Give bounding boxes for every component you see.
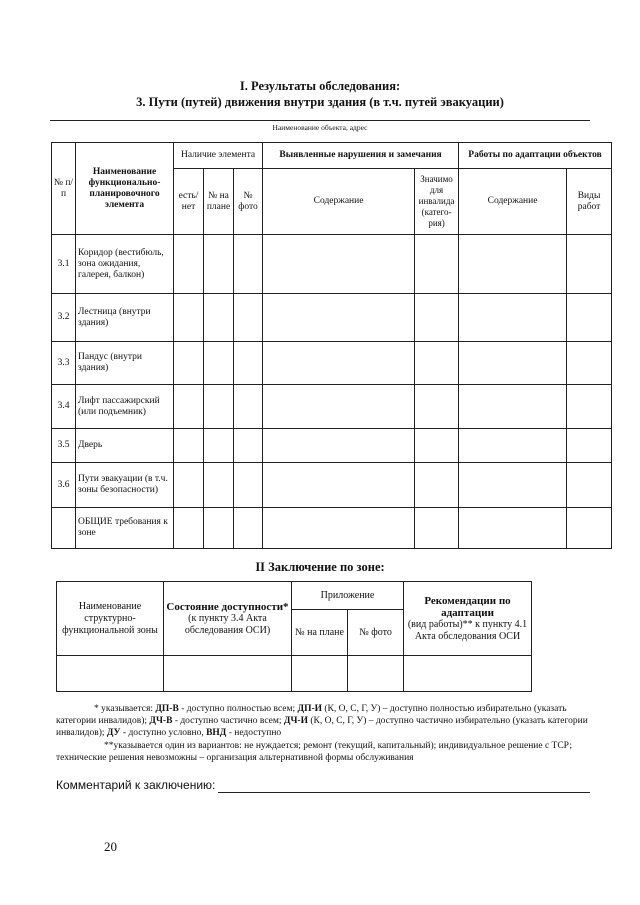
conclusion-header-plan-no: № на плане	[292, 610, 348, 656]
cell	[263, 429, 415, 463]
header-presence: Наличие элемента	[174, 143, 263, 169]
footnote-text: - доступно полностью всем;	[178, 704, 298, 714]
table-row	[52, 342, 612, 385]
cell	[567, 342, 612, 385]
conclusion-header-photo-no: № фото	[348, 610, 404, 656]
page-subtitle: 3. Пути (путей) движения внутри здания (в т.ч. путей эвакуации)	[136, 95, 504, 109]
table-row	[57, 656, 532, 692]
conclusion-title: II Заключение по зоне:	[255, 560, 385, 574]
cell	[567, 385, 612, 429]
header-plan-no: № на плане	[204, 169, 234, 235]
cell	[234, 294, 263, 342]
row-num: 3.1	[52, 235, 76, 294]
cell	[164, 656, 292, 692]
cell	[567, 463, 612, 508]
row-element-name: Лифт пассажирский (или подъемник)	[76, 385, 174, 429]
cell	[234, 235, 263, 294]
cell	[263, 508, 415, 549]
cell	[567, 235, 612, 294]
cell	[263, 463, 415, 508]
cell	[234, 385, 263, 429]
survey-table	[51, 142, 612, 549]
cell	[459, 294, 567, 342]
cell	[174, 342, 204, 385]
page-number: 20	[104, 839, 117, 854]
conclusion-header-zone: Наименование структурно-функциональной зоны	[57, 582, 164, 656]
cell	[204, 385, 234, 429]
cell	[263, 235, 415, 294]
header-violations: Выявленные нарушения и замечания	[263, 143, 459, 169]
comment-label: Комментарий к заключению:	[56, 778, 216, 792]
conclusion-header-recommendations	[404, 582, 532, 656]
state-subtitle: (к пункту 3.4 Акта обследования ОСИ)	[184, 612, 271, 636]
footnote-text: (К, О, С, Г, У) – доступно полностью избирательно (указать категории инвалидов);	[56, 704, 567, 726]
cell	[174, 385, 204, 429]
cell	[204, 294, 234, 342]
cell	[204, 429, 234, 463]
cell	[174, 508, 204, 549]
cell	[234, 508, 263, 549]
conclusion-table	[56, 581, 532, 692]
cell	[567, 429, 612, 463]
header-element-name: Наименование функционально-планировочного элемента	[76, 143, 174, 235]
row-element-name: Пути эвакуации (в т.ч. зоны безопасности)	[76, 463, 174, 508]
code-vnd: ВНД	[206, 728, 227, 738]
state-title: Состояние доступности*	[166, 600, 289, 613]
cell	[292, 656, 348, 692]
footnote-text: (К, О, С, Г, У) – доступно частично избирательно (указать категории инвалидов);	[56, 716, 588, 738]
code-dp-i: ДП-И	[297, 704, 323, 714]
table-row	[52, 508, 612, 549]
header-violation-content: Содержание	[263, 169, 415, 235]
code-du: ДУ	[106, 728, 121, 738]
row-num: 3.5	[52, 429, 76, 463]
code-dp-v: ДП-В	[155, 704, 179, 714]
header-works: Работы по адаптации объектов	[459, 143, 612, 169]
conclusion-header-state	[164, 582, 292, 656]
cell	[415, 429, 459, 463]
cell	[204, 235, 234, 294]
code-dch-v: ДЧ-В	[149, 716, 173, 726]
cell	[459, 429, 567, 463]
header-num: № п/п	[52, 143, 76, 235]
cell	[415, 235, 459, 294]
table-row	[52, 429, 612, 463]
header-exists: есть/ нет	[174, 169, 204, 235]
cell	[415, 463, 459, 508]
footnote-text: - недоступно	[226, 728, 282, 738]
footnote-text: - доступно частично всем;	[172, 716, 284, 726]
row-num: 3.4	[52, 385, 76, 429]
row-num: 3.6	[52, 463, 76, 508]
cell	[234, 429, 263, 463]
cell	[174, 235, 204, 294]
table-row	[52, 463, 612, 508]
cell	[404, 656, 532, 692]
row-num: 3.3	[52, 342, 76, 385]
footnote-text: * указывается:	[94, 704, 156, 714]
row-element-name: Пандус (внутри здания)	[76, 342, 174, 385]
recommendations-subtitle: (вид работы)** к пункту 4.1 Акта обследования ОСИ	[407, 618, 528, 642]
conclusion-header-appendix: Приложение	[292, 582, 404, 610]
cell	[415, 385, 459, 429]
cell	[263, 294, 415, 342]
cell	[263, 385, 415, 429]
cell	[204, 342, 234, 385]
cell	[174, 429, 204, 463]
header-work-types: Виды работ	[567, 169, 612, 235]
cell	[234, 463, 263, 508]
row-element-name: Коридор (вестибюль, зона ожидания, галерея, балкон)	[76, 235, 174, 294]
cell	[234, 342, 263, 385]
cell	[174, 463, 204, 508]
cell	[204, 508, 234, 549]
cell	[459, 508, 567, 549]
cell	[459, 342, 567, 385]
cell	[459, 463, 567, 508]
object-address-line	[50, 120, 590, 121]
cell	[204, 463, 234, 508]
footnote-work-types: **указывается один из вариантов: не нуждается; ремонт (текущий, капитальный); индивидуальное решение с ТСР; технические решения невозможны – организация альтернативной формы обслуживания	[56, 741, 572, 763]
footnote-text: - доступно условно,	[120, 728, 207, 738]
object-address-caption: Наименование объекта, адрес	[272, 123, 368, 132]
table-row	[52, 294, 612, 342]
cell	[415, 342, 459, 385]
cell	[567, 294, 612, 342]
cell	[57, 656, 164, 692]
row-element-name: Лестница (внутри здания)	[76, 294, 174, 342]
row-element-name: Дверь	[76, 429, 174, 463]
comment-input-line[interactable]	[218, 792, 590, 793]
recommendations-title: Рекомендации по адаптации	[424, 594, 511, 619]
cell	[459, 385, 567, 429]
row-element-name: ОБЩИЕ требования к зоне	[76, 508, 174, 549]
cell	[263, 342, 415, 385]
cell	[348, 656, 404, 692]
cell	[459, 235, 567, 294]
header-work-content: Содержание	[459, 169, 567, 235]
footnote-availability	[56, 703, 604, 739]
row-num: 3.2	[52, 294, 76, 342]
row-num	[52, 508, 76, 549]
cell	[567, 508, 612, 549]
header-significance: Значимо для инвалида (катего-рия)	[415, 169, 459, 235]
table-row	[52, 235, 612, 294]
code-dch-i: ДЧ-И	[283, 716, 308, 726]
cell	[415, 508, 459, 549]
cell	[415, 294, 459, 342]
cell	[174, 294, 204, 342]
header-photo-no: № фото	[234, 169, 263, 235]
page-title: I. Результаты обследования:	[239, 79, 401, 93]
table-row	[52, 385, 612, 429]
